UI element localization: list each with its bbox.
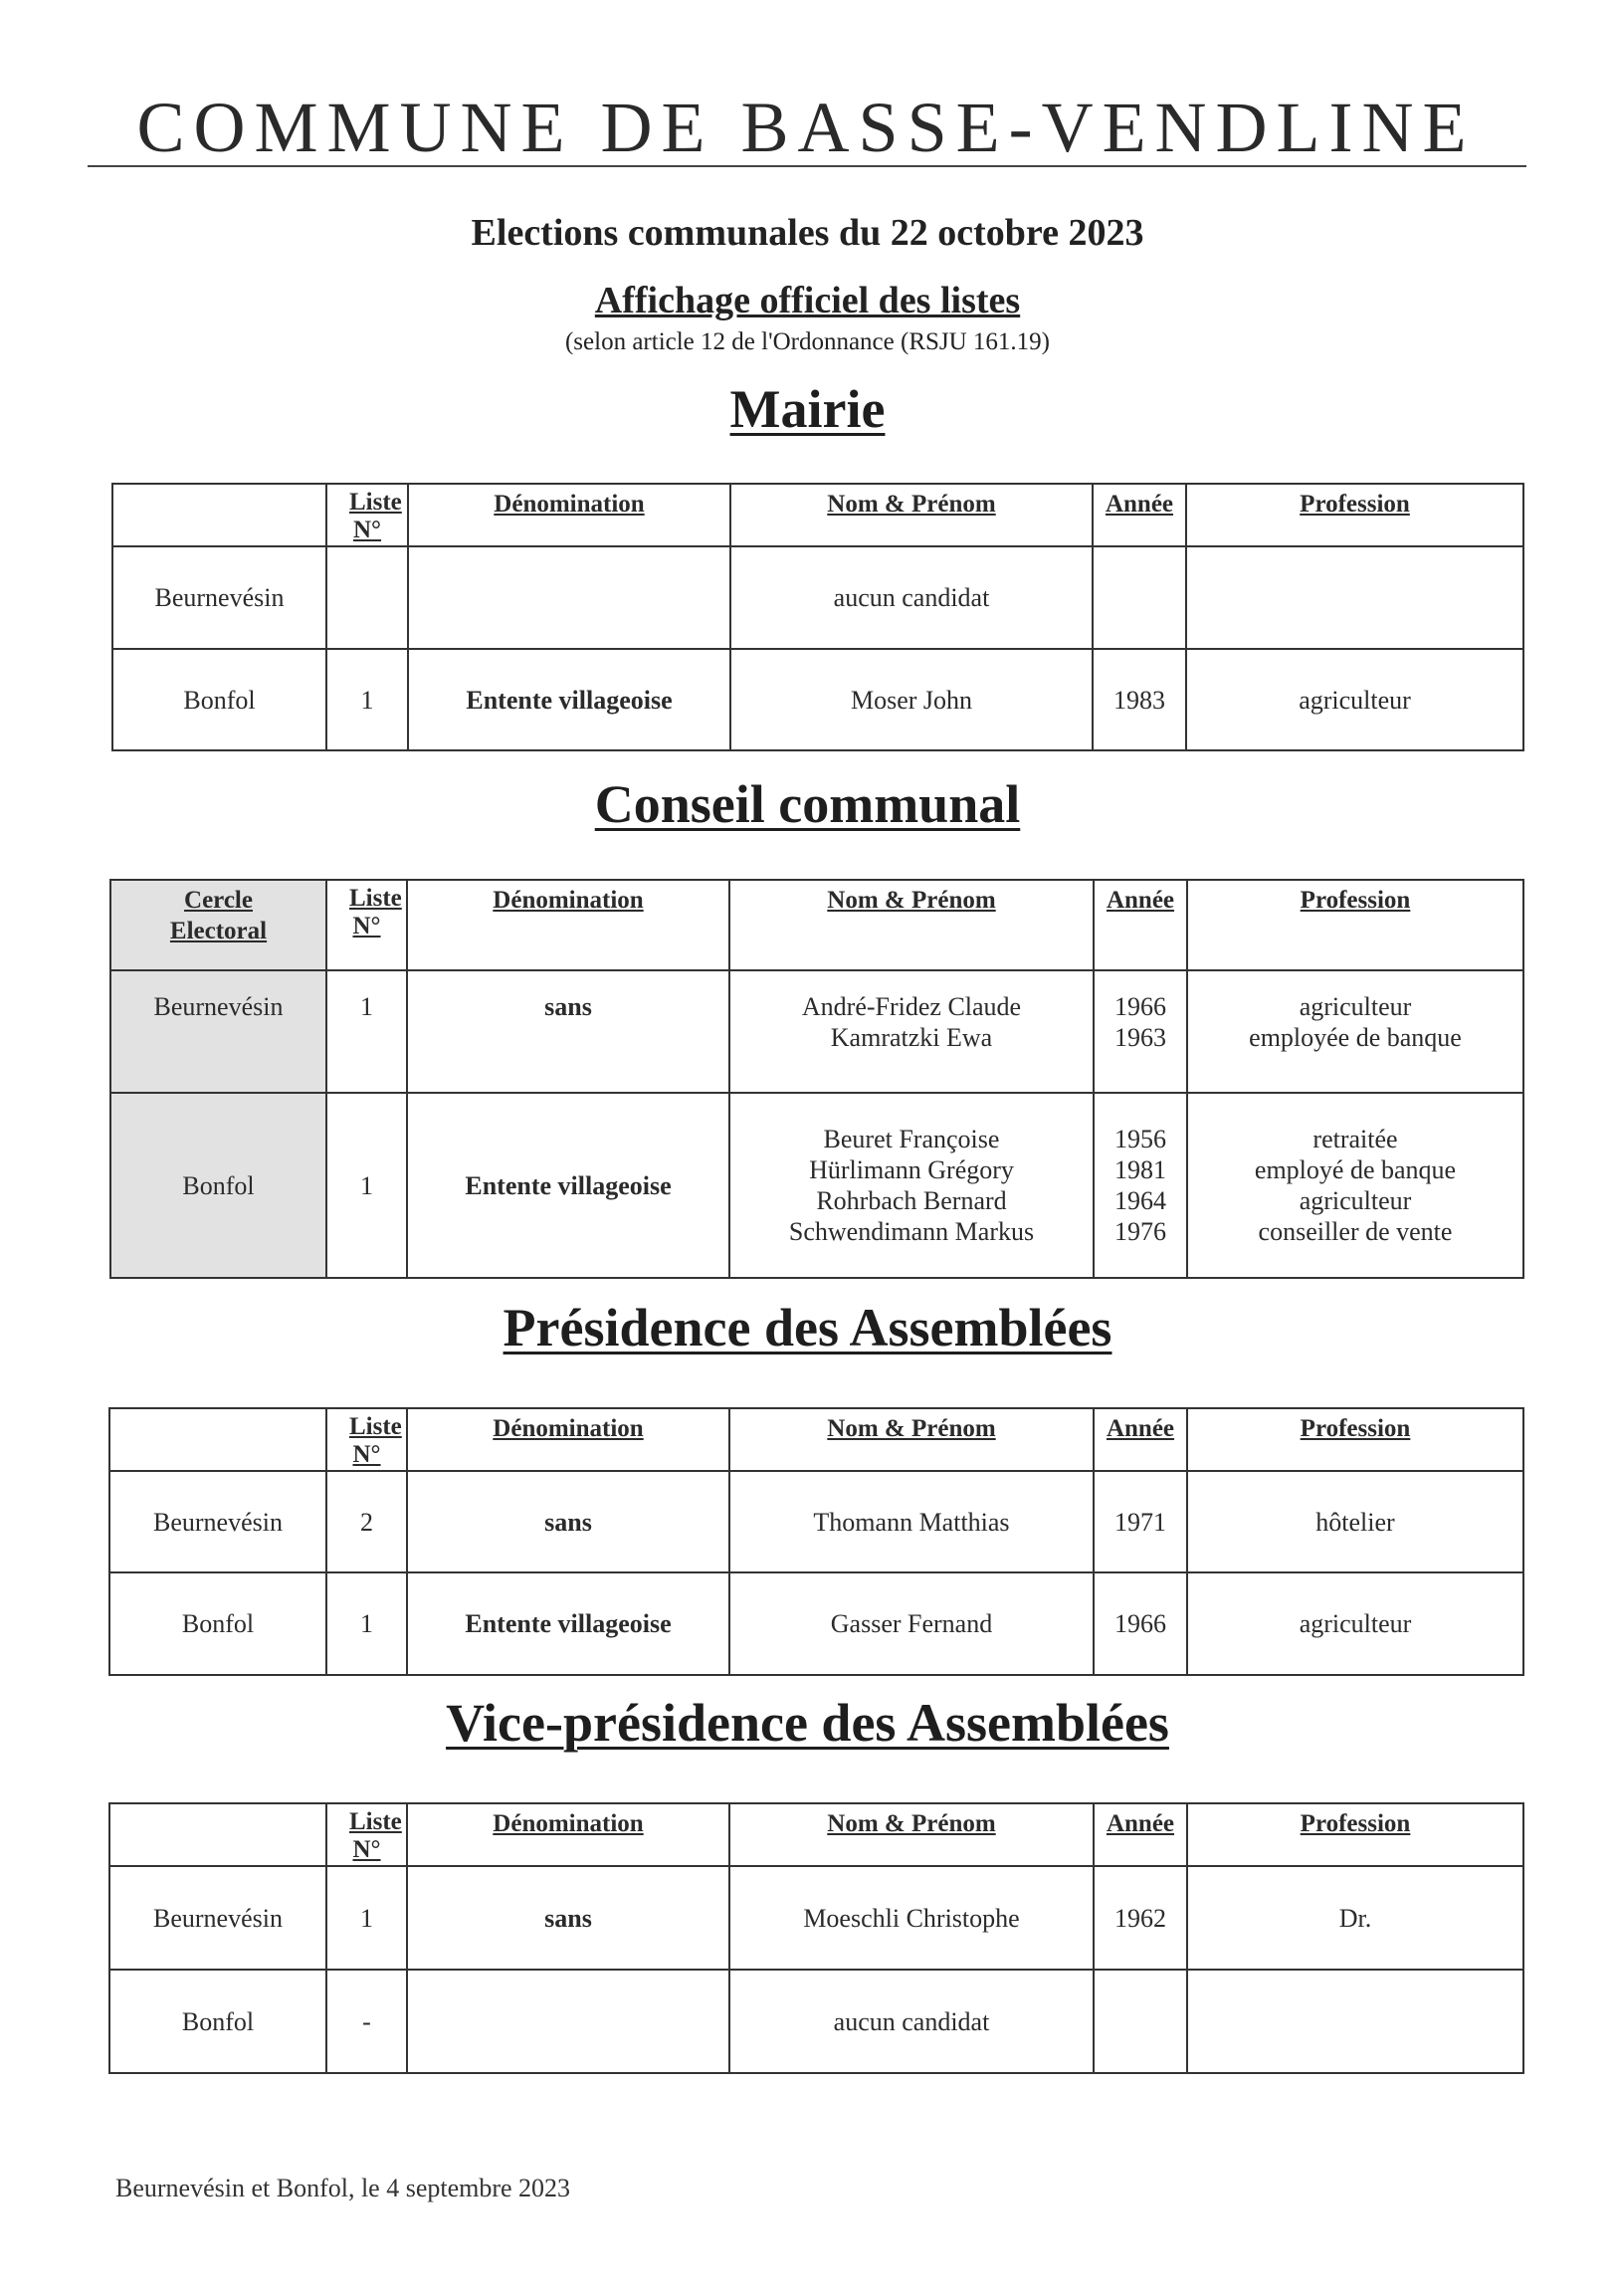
table-mairie <box>111 483 1524 751</box>
cell-annees <box>1094 1093 1187 1278</box>
cell-annees <box>1094 970 1187 1093</box>
header-cercle-empty <box>109 1803 326 1866</box>
elections-heading: Elections communales du 22 octobre 2023 <box>471 212 1144 254</box>
header-denomination: Dénomination <box>408 484 730 546</box>
cell-annee <box>1094 1970 1187 2073</box>
cell-cercle: Beurnevésin <box>110 970 326 1093</box>
header-nom: Nom & Prénom <box>729 1408 1094 1471</box>
section-title-presidence: Présidence des Assemblées <box>503 1298 1112 1357</box>
table-row <box>109 1866 1523 1970</box>
header-nom: Nom & Prénom <box>729 1803 1094 1866</box>
cell-nom: Moeschli Christophe <box>729 1866 1094 1970</box>
table-header-row <box>112 484 1523 546</box>
table-conseil-communal <box>109 879 1524 1279</box>
cell-noms <box>729 1093 1094 1278</box>
cell-denomination <box>407 1970 729 2073</box>
cell-cercle: Bonfol <box>109 1572 326 1675</box>
candidate-profession: conseiller de vente <box>1258 1217 1453 1246</box>
header-liste: Liste N° <box>326 1408 407 1471</box>
section-title-vice-presidence: Vice-présidence des Assemblées <box>446 1693 1169 1753</box>
header-annee: Année <box>1094 1803 1187 1866</box>
header-annee: Année <box>1094 880 1187 970</box>
ordonnance-reference: (selon article 12 de l'Ordonnance (RSJU 161.19) <box>564 328 1051 355</box>
cell-professions <box>1187 970 1523 1093</box>
candidate-name: Beuret Françoise <box>823 1125 1000 1153</box>
cell-denomination: Entente villageoise <box>407 1093 729 1278</box>
cell-annee: 1966 <box>1094 1572 1187 1675</box>
cell-denomination: sans <box>407 970 729 1093</box>
candidate-profession: agriculteur <box>1299 1186 1412 1215</box>
cell-cercle: Bonfol <box>109 1970 326 2073</box>
cell-nom: Moser John <box>730 649 1093 750</box>
header-cercle: Cercle Electoral <box>110 880 326 970</box>
cell-noms <box>729 970 1094 1093</box>
candidate-profession: employé de banque <box>1254 1155 1457 1184</box>
section-title-mairie: Mairie <box>729 379 886 439</box>
cell-liste: 2 <box>326 1471 407 1572</box>
header-liste: Liste N° <box>326 880 407 970</box>
header-cercle-empty <box>112 484 326 546</box>
cell-nom: aucun candidat <box>730 546 1093 649</box>
table-row <box>110 970 1523 1093</box>
cell-liste: 1 <box>326 1866 407 1970</box>
cell-liste <box>326 546 408 649</box>
candidate-name: Rohrbach Bernard <box>816 1186 1007 1215</box>
cell-denomination: Entente villageoise <box>407 1572 729 1675</box>
commune-title: COMMUNE DE BASSE-VENDLINE <box>136 88 1476 167</box>
header-profession: Profession <box>1187 1803 1523 1866</box>
cell-professions <box>1187 1093 1523 1278</box>
cell-profession: agriculteur <box>1187 1572 1523 1675</box>
header-nom: Nom & Prénom <box>730 484 1093 546</box>
header-liste: Liste N° <box>326 484 408 546</box>
cell-cercle: Bonfol <box>112 649 326 750</box>
header-profession: Profession <box>1186 484 1523 546</box>
table-presidence <box>108 1407 1524 1676</box>
header-cercle-empty <box>109 1408 326 1471</box>
candidate-year: 1956 <box>1114 1125 1166 1153</box>
cell-liste: - <box>326 1970 407 2073</box>
cell-denomination <box>408 546 730 649</box>
cell-nom: Thomann Matthias <box>729 1471 1094 1572</box>
header-profession: Profession <box>1187 1408 1523 1471</box>
document-footer-date: Beurnevésin et Bonfol, le 4 septembre 2023 <box>115 2174 571 2202</box>
cell-denomination: Entente villageoise <box>408 649 730 750</box>
affichage-heading: Affichage officiel des listes <box>594 280 1021 321</box>
candidate-year: 1966 <box>1114 992 1166 1021</box>
table-row <box>109 1572 1523 1675</box>
cell-denomination: sans <box>407 1866 729 1970</box>
header-denomination: Dénomination <box>407 1803 729 1866</box>
candidate-name: Kamratzki Ewa <box>830 1023 993 1052</box>
cell-annee: 1983 <box>1093 649 1186 750</box>
header-denomination: Dénomination <box>407 880 729 970</box>
table-row <box>110 1093 1523 1278</box>
cell-cercle: Beurnevésin <box>109 1471 326 1572</box>
cell-nom: aucun candidat <box>729 1970 1094 2073</box>
table-vice-presidence <box>108 1802 1524 2074</box>
candidate-year: 1964 <box>1114 1186 1166 1215</box>
header-annee: Année <box>1094 1408 1187 1471</box>
cell-denomination: sans <box>407 1471 729 1572</box>
header-liste: Liste N° <box>326 1803 407 1866</box>
cell-annee: 1971 <box>1094 1471 1187 1572</box>
header-denomination: Dénomination <box>407 1408 729 1471</box>
cell-liste: 1 <box>326 1572 407 1675</box>
title-rule <box>88 165 1526 167</box>
candidate-year: 1963 <box>1114 1023 1166 1052</box>
cell-liste: 1 <box>326 970 407 1093</box>
candidate-name: André-Fridez Claude <box>801 992 1022 1021</box>
candidate-name: Hürlimann Grégory <box>809 1155 1014 1184</box>
cell-cercle: Beurnevésin <box>109 1866 326 1970</box>
cell-cercle: Bonfol <box>110 1093 326 1278</box>
candidate-profession: employée de banque <box>1249 1023 1462 1052</box>
candidate-profession: agriculteur <box>1299 992 1412 1021</box>
header-profession: Profession <box>1187 880 1523 970</box>
table-header-row <box>109 1408 1523 1471</box>
candidate-year: 1976 <box>1114 1217 1166 1246</box>
cell-profession: agriculteur <box>1186 649 1523 750</box>
table-row <box>109 1970 1523 2073</box>
section-title-conseil-communal: Conseil communal <box>594 774 1021 834</box>
cell-annee: 1962 <box>1094 1866 1187 1970</box>
cell-profession: hôtelier <box>1187 1471 1523 1572</box>
candidate-profession: retraitée <box>1312 1125 1398 1153</box>
cell-nom: Gasser Fernand <box>729 1572 1094 1675</box>
cell-cercle: Beurnevésin <box>112 546 326 649</box>
table-row <box>109 1471 1523 1572</box>
cell-annee <box>1093 546 1186 649</box>
header-annee: Année <box>1093 484 1186 546</box>
cell-profession <box>1186 546 1523 649</box>
table-row <box>112 546 1523 649</box>
cell-profession <box>1187 1970 1523 2073</box>
table-row <box>112 649 1523 750</box>
cell-profession: Dr. <box>1187 1866 1523 1970</box>
candidate-year: 1981 <box>1114 1155 1166 1184</box>
cell-liste: 1 <box>326 1093 407 1278</box>
table-header-row <box>109 1803 1523 1866</box>
candidate-name: Schwendimann Markus <box>788 1217 1035 1246</box>
header-nom: Nom & Prénom <box>729 880 1094 970</box>
table-header-row <box>110 880 1523 970</box>
cell-liste: 1 <box>326 649 408 750</box>
